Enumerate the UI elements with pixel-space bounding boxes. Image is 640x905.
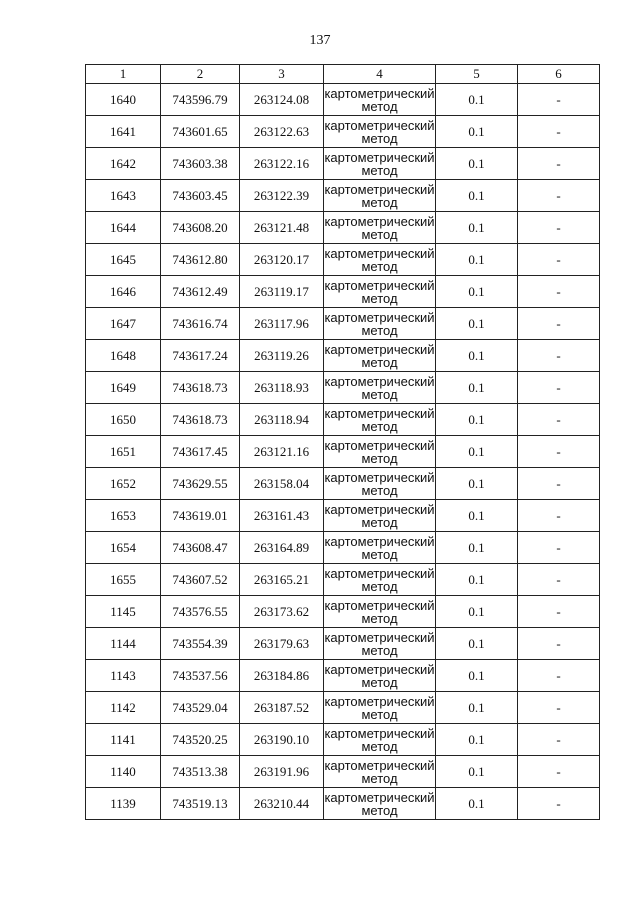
method-cell: [324, 468, 436, 500]
point-number-cell: 1143: [86, 660, 161, 692]
x-coordinate-cell: 743612.49: [161, 276, 240, 308]
note-cell: -: [518, 244, 600, 276]
method-cell: [324, 724, 436, 756]
method-line-2: метод: [361, 386, 398, 402]
y-coordinate-cell: 263120.17: [240, 244, 324, 276]
accuracy-cell: 0.1: [436, 788, 518, 820]
accuracy-cell: 0.1: [436, 116, 518, 148]
x-coordinate-cell: 743603.45: [161, 180, 240, 212]
column-header-6: 6: [518, 65, 600, 84]
table-row: [86, 84, 600, 116]
x-coordinate-cell: 743608.20: [161, 212, 240, 244]
x-coordinate-cell: 743520.25: [161, 724, 240, 756]
method-line-2: метод: [361, 738, 398, 754]
column-header-5: 5: [436, 65, 518, 84]
note-cell: -: [518, 500, 600, 532]
accuracy-cell: 0.1: [436, 212, 518, 244]
table-row: [86, 212, 600, 244]
method-cell: [324, 180, 436, 212]
method-line-2: метод: [361, 674, 398, 690]
method-cell: [324, 116, 436, 148]
y-coordinate-cell: 263117.96: [240, 308, 324, 340]
method-line-1: картометрический: [324, 597, 435, 613]
x-coordinate-cell: 743617.24: [161, 340, 240, 372]
y-coordinate-cell: 263184.86: [240, 660, 324, 692]
point-number-cell: 1141: [86, 724, 161, 756]
accuracy-cell: 0.1: [436, 180, 518, 212]
method-cell: [324, 436, 436, 468]
method-cell: [324, 148, 436, 180]
note-cell: -: [518, 436, 600, 468]
method-line-2: метод: [361, 258, 398, 274]
note-cell: -: [518, 116, 600, 148]
y-coordinate-cell: 263121.16: [240, 436, 324, 468]
method-line-2: метод: [361, 642, 398, 658]
method-cell: [324, 596, 436, 628]
method-line-1: картометрический: [324, 213, 435, 229]
accuracy-cell: 0.1: [436, 628, 518, 660]
y-coordinate-cell: 263158.04: [240, 468, 324, 500]
method-cell: [324, 276, 436, 308]
point-number-cell: 1655: [86, 564, 161, 596]
x-coordinate-cell: 743619.01: [161, 500, 240, 532]
accuracy-cell: 0.1: [436, 244, 518, 276]
method-cell: [324, 340, 436, 372]
x-coordinate-cell: 743529.04: [161, 692, 240, 724]
method-cell: [324, 788, 436, 820]
point-number-cell: 1641: [86, 116, 161, 148]
accuracy-cell: 0.1: [436, 724, 518, 756]
method-line-2: метод: [361, 482, 398, 498]
method-line-2: метод: [361, 290, 398, 306]
note-cell: -: [518, 340, 600, 372]
method-line-1: картометрический: [324, 149, 435, 165]
accuracy-cell: 0.1: [436, 436, 518, 468]
table-row: [86, 116, 600, 148]
point-number-cell: 1649: [86, 372, 161, 404]
point-number-cell: 1642: [86, 148, 161, 180]
method-line-1: картометрический: [324, 629, 435, 645]
y-coordinate-cell: 263118.94: [240, 404, 324, 436]
table-row: [86, 180, 600, 212]
method-line-1: картометрический: [324, 341, 435, 357]
method-line-1: картометрический: [324, 693, 435, 709]
table-row: [86, 692, 600, 724]
note-cell: -: [518, 148, 600, 180]
method-cell: [324, 564, 436, 596]
y-coordinate-cell: 263119.17: [240, 276, 324, 308]
point-number-cell: 1139: [86, 788, 161, 820]
y-coordinate-cell: 263190.10: [240, 724, 324, 756]
point-number-cell: 1145: [86, 596, 161, 628]
y-coordinate-cell: 263122.16: [240, 148, 324, 180]
y-coordinate-cell: 263124.08: [240, 84, 324, 116]
method-line-1: картометрический: [324, 501, 435, 517]
method-line-2: метод: [361, 418, 398, 434]
method-line-2: метод: [361, 546, 398, 562]
x-coordinate-cell: 743612.80: [161, 244, 240, 276]
note-cell: -: [518, 564, 600, 596]
y-coordinate-cell: 263210.44: [240, 788, 324, 820]
table-row: [86, 500, 600, 532]
method-line-2: метод: [361, 226, 398, 242]
note-cell: -: [518, 212, 600, 244]
accuracy-cell: 0.1: [436, 532, 518, 564]
column-header-2: 2: [161, 65, 240, 84]
method-line-2: метод: [361, 130, 398, 146]
point-number-cell: 1140: [86, 756, 161, 788]
point-number-cell: 1654: [86, 532, 161, 564]
method-line-1: картометрический: [324, 757, 435, 773]
x-coordinate-cell: 743537.56: [161, 660, 240, 692]
table-row: [86, 276, 600, 308]
point-number-cell: 1644: [86, 212, 161, 244]
method-line-2: метод: [361, 770, 398, 786]
accuracy-cell: 0.1: [436, 564, 518, 596]
method-line-1: картометрический: [324, 789, 435, 805]
x-coordinate-cell: 743519.13: [161, 788, 240, 820]
accuracy-cell: 0.1: [436, 660, 518, 692]
method-line-2: метод: [361, 354, 398, 370]
note-cell: -: [518, 692, 600, 724]
accuracy-cell: 0.1: [436, 148, 518, 180]
x-coordinate-cell: 743629.55: [161, 468, 240, 500]
accuracy-cell: 0.1: [436, 84, 518, 116]
y-coordinate-cell: 263173.62: [240, 596, 324, 628]
column-header-1: 1: [86, 65, 161, 84]
x-coordinate-cell: 743554.39: [161, 628, 240, 660]
y-coordinate-cell: 263161.43: [240, 500, 324, 532]
point-number-cell: 1653: [86, 500, 161, 532]
method-cell: [324, 756, 436, 788]
method-line-2: метод: [361, 514, 398, 530]
method-line-2: метод: [361, 706, 398, 722]
method-line-2: метод: [361, 450, 398, 466]
note-cell: -: [518, 628, 600, 660]
method-line-2: метод: [361, 162, 398, 178]
y-coordinate-cell: 263122.39: [240, 180, 324, 212]
method-line-2: метод: [361, 98, 398, 114]
x-coordinate-cell: 743596.79: [161, 84, 240, 116]
x-coordinate-cell: 743607.52: [161, 564, 240, 596]
note-cell: -: [518, 724, 600, 756]
method-line-1: картометрический: [324, 469, 435, 485]
method-cell: [324, 532, 436, 564]
table-row: [86, 468, 600, 500]
method-cell: [324, 244, 436, 276]
table-header: [86, 65, 600, 84]
accuracy-cell: 0.1: [436, 596, 518, 628]
accuracy-cell: 0.1: [436, 692, 518, 724]
x-coordinate-cell: 743608.47: [161, 532, 240, 564]
note-cell: -: [518, 180, 600, 212]
table-row: [86, 724, 600, 756]
note-cell: -: [518, 84, 600, 116]
method-line-2: метод: [361, 322, 398, 338]
accuracy-cell: 0.1: [436, 500, 518, 532]
y-coordinate-cell: 263119.26: [240, 340, 324, 372]
accuracy-cell: 0.1: [436, 468, 518, 500]
method-cell: [324, 500, 436, 532]
method-line-1: картометрический: [324, 117, 435, 133]
x-coordinate-cell: 743618.73: [161, 372, 240, 404]
accuracy-cell: 0.1: [436, 404, 518, 436]
table-row: [86, 628, 600, 660]
note-cell: -: [518, 660, 600, 692]
x-coordinate-cell: 743617.45: [161, 436, 240, 468]
table-row: [86, 788, 600, 820]
table-row: [86, 148, 600, 180]
method-cell: [324, 404, 436, 436]
x-coordinate-cell: 743616.74: [161, 308, 240, 340]
method-line-1: картометрический: [324, 373, 435, 389]
point-number-cell: 1648: [86, 340, 161, 372]
table-row: [86, 436, 600, 468]
method-cell: [324, 308, 436, 340]
method-line-1: картометрический: [324, 85, 435, 101]
y-coordinate-cell: 263187.52: [240, 692, 324, 724]
method-line-1: картометрический: [324, 565, 435, 581]
table-row: [86, 308, 600, 340]
method-line-1: картометрический: [324, 181, 435, 197]
method-cell: [324, 84, 436, 116]
note-cell: -: [518, 532, 600, 564]
table-body: [86, 84, 600, 820]
method-cell: [324, 660, 436, 692]
method-line-1: картометрический: [324, 309, 435, 325]
point-number-cell: 1650: [86, 404, 161, 436]
table-row: [86, 596, 600, 628]
method-line-1: картометрический: [324, 245, 435, 261]
note-cell: -: [518, 404, 600, 436]
table-row: [86, 244, 600, 276]
point-number-cell: 1144: [86, 628, 161, 660]
point-number-cell: 1647: [86, 308, 161, 340]
note-cell: -: [518, 468, 600, 500]
x-coordinate-cell: 743513.38: [161, 756, 240, 788]
method-cell: [324, 212, 436, 244]
table-row: [86, 756, 600, 788]
method-cell: [324, 628, 436, 660]
x-coordinate-cell: 743618.73: [161, 404, 240, 436]
note-cell: -: [518, 372, 600, 404]
method-line-2: метод: [361, 194, 398, 210]
method-line-1: картометрический: [324, 533, 435, 549]
point-number-cell: 1645: [86, 244, 161, 276]
note-cell: -: [518, 756, 600, 788]
method-line-1: картометрический: [324, 661, 435, 677]
table-row: [86, 404, 600, 436]
method-line-1: картометрический: [324, 725, 435, 741]
column-header-4: 4: [324, 65, 436, 84]
x-coordinate-cell: 743576.55: [161, 596, 240, 628]
coordinates-table: [85, 64, 600, 820]
point-number-cell: 1640: [86, 84, 161, 116]
method-line-2: метод: [361, 802, 398, 818]
table-row: [86, 372, 600, 404]
method-line-1: картометрический: [324, 405, 435, 421]
page-number: 137: [309, 33, 331, 48]
note-cell: -: [518, 788, 600, 820]
y-coordinate-cell: 263191.96: [240, 756, 324, 788]
table-row: [86, 340, 600, 372]
header-row: [86, 65, 600, 84]
method-cell: [324, 692, 436, 724]
accuracy-cell: 0.1: [436, 308, 518, 340]
accuracy-cell: 0.1: [436, 372, 518, 404]
method-line-1: картометрический: [324, 437, 435, 453]
y-coordinate-cell: 263179.63: [240, 628, 324, 660]
point-number-cell: 1142: [86, 692, 161, 724]
note-cell: -: [518, 308, 600, 340]
method-cell: [324, 372, 436, 404]
point-number-cell: 1643: [86, 180, 161, 212]
accuracy-cell: 0.1: [436, 340, 518, 372]
x-coordinate-cell: 743601.65: [161, 116, 240, 148]
method-line-2: метод: [361, 610, 398, 626]
y-coordinate-cell: 263122.63: [240, 116, 324, 148]
y-coordinate-cell: 263121.48: [240, 212, 324, 244]
table-row: [86, 660, 600, 692]
y-coordinate-cell: 263118.93: [240, 372, 324, 404]
y-coordinate-cell: 263165.21: [240, 564, 324, 596]
point-number-cell: 1651: [86, 436, 161, 468]
table-row: [86, 532, 600, 564]
method-line-1: картометрический: [324, 277, 435, 293]
point-number-cell: 1646: [86, 276, 161, 308]
y-coordinate-cell: 263164.89: [240, 532, 324, 564]
column-header-3: 3: [240, 65, 324, 84]
method-line-2: метод: [361, 578, 398, 594]
x-coordinate-cell: 743603.38: [161, 148, 240, 180]
accuracy-cell: 0.1: [436, 276, 518, 308]
note-cell: -: [518, 596, 600, 628]
note-cell: -: [518, 276, 600, 308]
accuracy-cell: 0.1: [436, 756, 518, 788]
point-number-cell: 1652: [86, 468, 161, 500]
table-row: [86, 564, 600, 596]
